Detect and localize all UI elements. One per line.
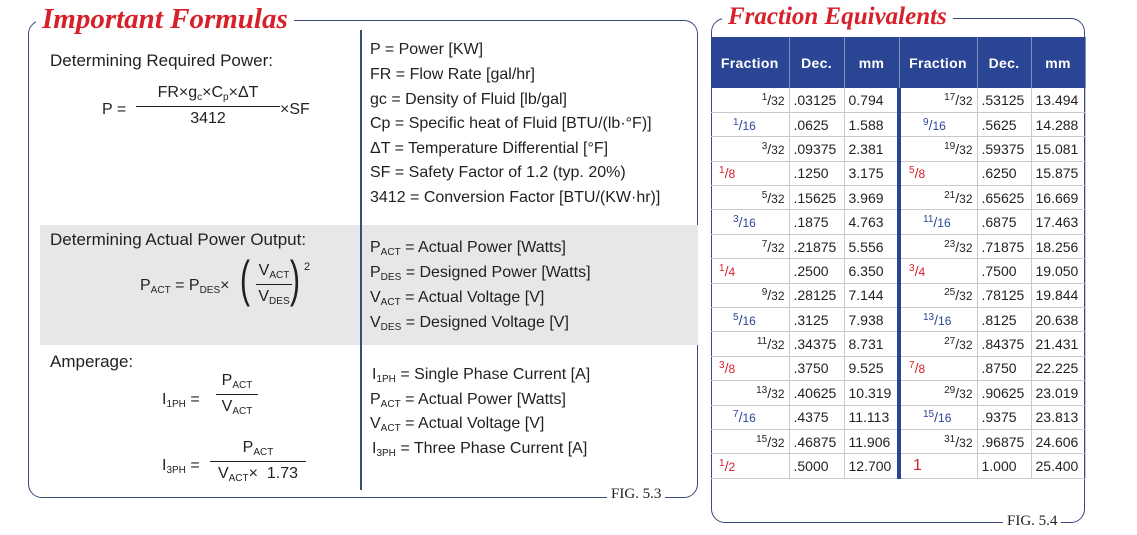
def-amp-actual-voltage: $V_{ACT}$ = Actual Voltage [V] — [370, 415, 545, 434]
decimal-cell: .15625 — [789, 186, 844, 210]
three-phase-fraction: $P_{ACT}$ $V_{ACT}\times 1.73$ — [210, 440, 306, 484]
mm-cell: 20.638 — [1031, 308, 1085, 332]
def-single-phase-current: $I_{1PH}$ = Single Phase Current [A] — [372, 366, 591, 385]
header-mm-2: mm — [1031, 37, 1085, 88]
fraction-cell: $^{29}$/32 — [899, 381, 977, 405]
fraction-cell: $^{19}$/32 — [899, 137, 977, 161]
table-row — [711, 210, 1085, 234]
table-row — [711, 161, 1085, 185]
fraction-equivalents-table — [711, 37, 1086, 479]
decimal-cell: .3125 — [789, 308, 844, 332]
fraction-cell: $^{27}$/32 — [899, 332, 977, 356]
fig-5-3-label: FIG. 5.3 — [607, 486, 665, 503]
fig-5-4-label: FIG. 5.4 — [1003, 513, 1061, 530]
actual-power-formula: $P_{ACT} = P_{DES}\times$ — [140, 277, 230, 296]
decimal-cell: .4375 — [789, 405, 844, 429]
header-fraction-2: Fraction — [899, 37, 977, 88]
header-fraction: Fraction — [711, 37, 789, 88]
table-row — [711, 283, 1085, 307]
fraction-cell: $^7$/8 — [899, 356, 977, 380]
voltage-ratio: $V_{ACT}$ $V_{DES}$ — [256, 263, 292, 307]
mm-cell: 7.938 — [844, 308, 899, 332]
decimal-cell: .96875 — [977, 429, 1031, 453]
decimal-cell: .8125 — [977, 308, 1031, 332]
decimal-cell: .1875 — [789, 210, 844, 234]
decimal-cell: .78125 — [977, 283, 1031, 307]
fraction-cell: $^5$/32 — [711, 186, 789, 210]
required-power-heading: Determining Required Power: — [50, 51, 273, 70]
fraction-cell: 1 — [899, 454, 977, 478]
mm-cell: 23.019 — [1031, 381, 1085, 405]
decimal-cell: .71875 — [977, 234, 1031, 258]
mm-cell: 5.556 — [844, 234, 899, 258]
mm-cell: 15.081 — [1031, 137, 1085, 161]
single-phase-fraction: $P_{ACT}$ $V_{ACT}$ — [216, 373, 258, 417]
fraction-cell: $^7$/16 — [711, 405, 789, 429]
header-decimal-2: Dec. — [977, 37, 1031, 88]
decimal-cell: .65625 — [977, 186, 1031, 210]
fractions-title: Fraction Equivalents — [722, 4, 953, 29]
mm-cell: 18.256 — [1031, 234, 1085, 258]
header-mm: mm — [844, 37, 899, 88]
required-power-formula-lhs: P = — [102, 101, 127, 118]
decimal-cell: .90625 — [977, 381, 1031, 405]
decimal-cell: .0625 — [789, 112, 844, 136]
decimal-cell: 1.000 — [977, 454, 1031, 478]
formulas-divider — [360, 30, 362, 490]
three-phase-lhs: $I_{3PH}$ = — [162, 457, 200, 476]
table-row — [711, 356, 1085, 380]
fraction-cell: $^5$/16 — [711, 308, 789, 332]
mm-cell: 24.606 — [1031, 429, 1085, 453]
decimal-cell: .40625 — [789, 381, 844, 405]
fraction-cell: $^{25}$/32 — [899, 283, 977, 307]
fraction-cell: $^9$/16 — [899, 112, 977, 136]
mm-cell: 19.844 — [1031, 283, 1085, 307]
decimal-cell: .6875 — [977, 210, 1031, 234]
decimal-cell: .84375 — [977, 332, 1031, 356]
table-row — [711, 186, 1085, 210]
fraction-cell: $^{11}$/16 — [899, 210, 977, 234]
decimal-cell: .28125 — [789, 283, 844, 307]
open-paren: ( — [240, 251, 250, 307]
mm-cell: 10.319 — [844, 381, 899, 405]
fraction-cell: $^{23}$/32 — [899, 234, 977, 258]
table-row — [711, 88, 1085, 112]
fraction-cell: $^3$/32 — [711, 137, 789, 161]
decimal-cell: .5000 — [789, 454, 844, 478]
def-designed-power: $P_{DES}$ = Designed Power [Watts] — [370, 264, 591, 283]
fraction-cell: $^{11}$/32 — [711, 332, 789, 356]
required-power-definition: 3412 = Conversion Factor [BTU/(KW·hr)] — [370, 189, 661, 206]
decimal-cell: .59375 — [977, 137, 1031, 161]
mm-cell: 12.700 — [844, 454, 899, 478]
fraction-cell: $^{13}$/16 — [899, 308, 977, 332]
table-row — [711, 259, 1085, 283]
fraction-cell: $^3$/4 — [899, 259, 977, 283]
amperage-heading: Amperage: — [50, 352, 134, 371]
mm-cell: 8.731 — [844, 332, 899, 356]
mm-cell: 3.175 — [844, 161, 899, 185]
fraction-cell: $^1$/8 — [711, 161, 789, 185]
single-phase-lhs: $I_{1PH}$ = — [162, 391, 200, 410]
table-row — [711, 381, 1085, 405]
squared-exponent: 2 — [304, 261, 311, 273]
def-actual-voltage: $V_{ACT}$ = Actual Voltage [V] — [370, 289, 545, 308]
mm-cell: 2.381 — [844, 137, 899, 161]
decimal-cell: .7500 — [977, 259, 1031, 283]
table-header-row — [711, 37, 1085, 88]
fraction-cell: $^1$/4 — [711, 259, 789, 283]
decimal-cell: .2500 — [789, 259, 844, 283]
formulas-title: Important Formulas — [36, 5, 294, 34]
decimal-cell: .09375 — [789, 137, 844, 161]
mm-cell: 13.494 — [1031, 88, 1085, 112]
actual-power-heading: Determining Actual Power Output: — [50, 230, 307, 249]
mm-cell: 3.969 — [844, 186, 899, 210]
mm-cell: 16.669 — [1031, 186, 1085, 210]
fraction-cell: $^{13}$/32 — [711, 381, 789, 405]
close-paren: ) — [290, 251, 300, 307]
decimal-cell: .21875 — [789, 234, 844, 258]
mm-cell: 23.813 — [1031, 405, 1085, 429]
fraction-cell: $^1$/2 — [711, 454, 789, 478]
table-row — [711, 429, 1085, 453]
mm-cell: 0.794 — [844, 88, 899, 112]
fraction-cell: $^3$/8 — [711, 356, 789, 380]
table-row — [711, 137, 1085, 161]
mm-cell: 11.906 — [844, 429, 899, 453]
mm-cell: 11.113 — [844, 405, 899, 429]
decimal-cell: .8750 — [977, 356, 1031, 380]
def-designed-voltage: $V_{DES}$ = Designed Voltage [V] — [370, 314, 569, 333]
table-row — [711, 308, 1085, 332]
fraction-cell: $^7$/32 — [711, 234, 789, 258]
decimal-cell: .5625 — [977, 112, 1031, 136]
fraction-cell: $^3$/16 — [711, 210, 789, 234]
mm-cell: 9.525 — [844, 356, 899, 380]
required-power-definition: Cp = Specific heat of Fluid [BTU/(lb·°F)] — [370, 115, 652, 132]
fraction-cell: $^1$/16 — [711, 112, 789, 136]
mm-cell: 17.463 — [1031, 210, 1085, 234]
def-amp-actual-power: $P_{ACT}$ = Actual Power [Watts] — [370, 391, 566, 410]
def-three-phase-current: $I_{3PH}$ = Three Phase Current [A] — [372, 440, 588, 459]
fraction-cell: $^{21}$/32 — [899, 186, 977, 210]
mm-cell: 14.288 — [1031, 112, 1085, 136]
decimal-cell: .53125 — [977, 88, 1031, 112]
required-power-definition: SF = Safety Factor of 1.2 (typ. 20%) — [370, 164, 626, 181]
fraction-cell: $^{31}$/32 — [899, 429, 977, 453]
mm-cell: 6.350 — [844, 259, 899, 283]
mm-cell: 22.225 — [1031, 356, 1085, 380]
header-decimal: Dec. — [789, 37, 844, 88]
required-power-definition: P = Power [KW] — [370, 41, 484, 58]
decimal-cell: .3750 — [789, 356, 844, 380]
decimal-cell: .34375 — [789, 332, 844, 356]
def-actual-power: $P_{ACT}$ = Actual Power [Watts] — [370, 239, 566, 258]
decimal-cell: .1250 — [789, 161, 844, 185]
decimal-cell: .03125 — [789, 88, 844, 112]
mm-cell: 4.763 — [844, 210, 899, 234]
decimal-cell: .9375 — [977, 405, 1031, 429]
fraction-cell: $^5$/8 — [899, 161, 977, 185]
table-row — [711, 405, 1085, 429]
decimal-cell: .46875 — [789, 429, 844, 453]
required-power-definition: gc = Density of Fluid [lb/gal] — [370, 91, 567, 108]
fraction-cell: $^{15}$/32 — [711, 429, 789, 453]
fraction-cell: $^{17}$/32 — [899, 88, 977, 112]
required-power-fraction: $FR\times g_c\times C_p\times\Delta T$ 3412 — [136, 85, 280, 127]
table-row — [711, 332, 1085, 356]
mm-cell: 25.400 — [1031, 454, 1085, 478]
mm-cell: 19.050 — [1031, 259, 1085, 283]
mm-cell: 21.431 — [1031, 332, 1085, 356]
required-power-definition: FR = Flow Rate [gal/hr] — [370, 66, 535, 83]
fraction-cell: $^{15}$/16 — [899, 405, 977, 429]
table-row — [711, 454, 1085, 478]
decimal-cell: .6250 — [977, 161, 1031, 185]
mm-cell: 15.875 — [1031, 161, 1085, 185]
table-row — [711, 234, 1085, 258]
mm-cell: 1.588 — [844, 112, 899, 136]
fraction-cell: $^9$/32 — [711, 283, 789, 307]
fraction-cell: $^1$/32 — [711, 88, 789, 112]
table-row — [711, 112, 1085, 136]
mm-cell: 7.144 — [844, 283, 899, 307]
required-power-safety-factor: ×SF — [280, 101, 310, 118]
required-power-definition: ΔT = Temperature Differential [°F] — [370, 140, 609, 157]
